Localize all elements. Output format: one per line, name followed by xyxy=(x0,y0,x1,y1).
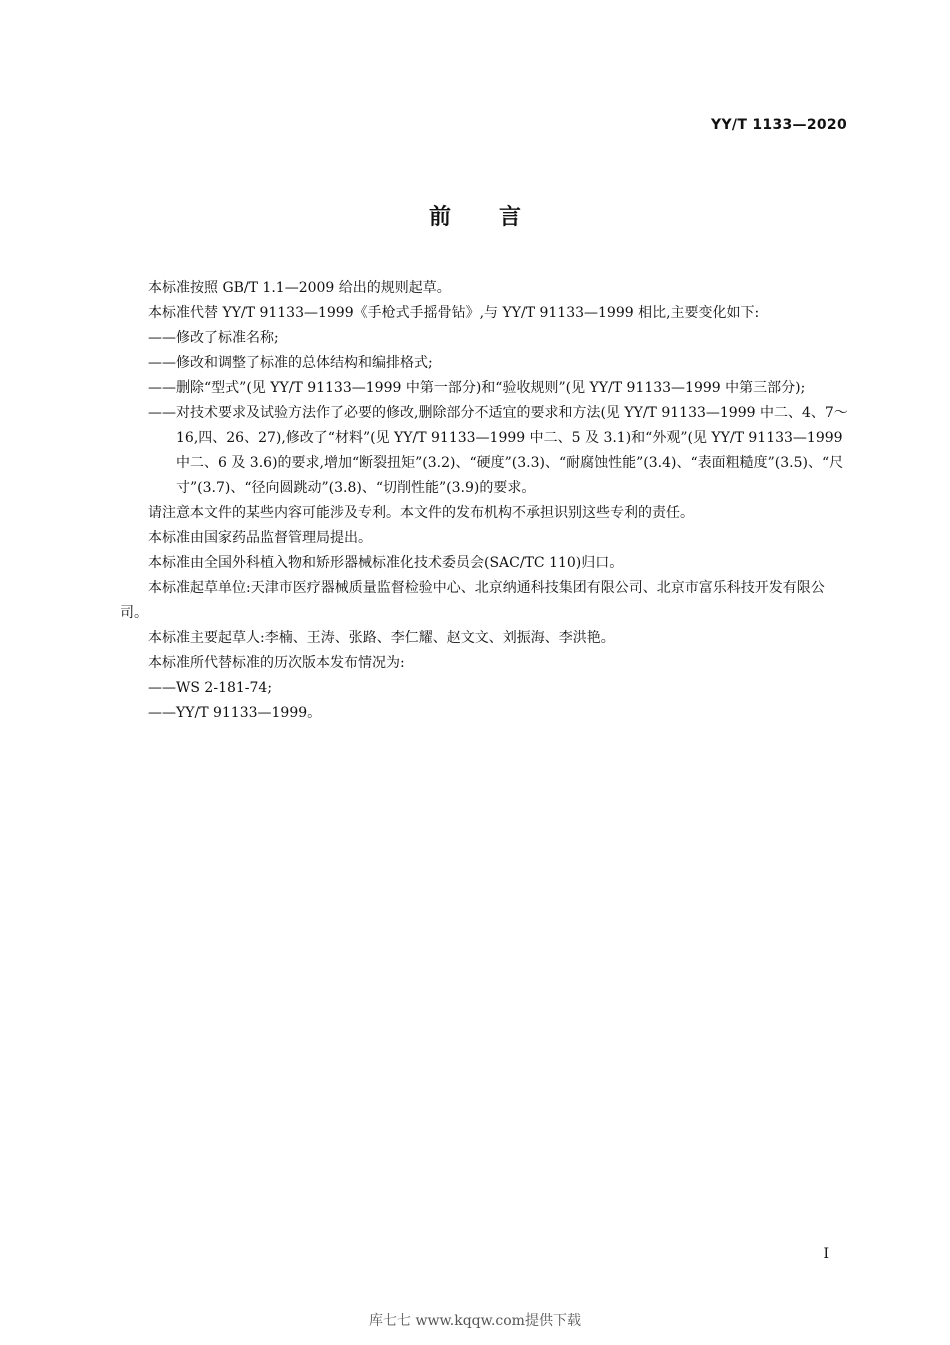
change-item: ——修改了标准名称; xyxy=(148,330,279,346)
paragraph-replacement: 本标准代替 YY/T 91133—1999《手枪式手摇骨钻》,与 YY/T 91133—1999 相比,主要变化如下: xyxy=(148,305,760,321)
paragraph-proposed-by: 本标准由国家药品监督管理局提出。 xyxy=(148,530,372,546)
paragraph-patent-notice: 请注意本文件的某些内容可能涉及专利。本文件的发布机构不承担识别这些专利的责任。 xyxy=(148,505,694,521)
paragraph-version-history: 本标准所代替标准的历次版本发布情况为: xyxy=(148,655,405,671)
standard-code: YY/T 1133—2020 xyxy=(711,117,847,133)
change-item: ——对技术要求及试验方法作了必要的修改,删除部分不适宜的要求和方法(见 YY/T 91133—1999 中二、4、7～16,四、26、27),修改了“材料”(见 YY/T 91133—1999 中二、5 及 3.1)和“外观”(见 YY/T 91133—1999 中二、6 及 3.6)的要求,增加“断裂扭矩”(3.2)、“硬度”(3.3)、“耐腐蚀性能”(3.4)、“表面粗糙度”(3.5)、“尺寸”(3.7)、“径向圆跳动”(3.8)、“切削性能”(3.9)的要求。 xyxy=(148,405,848,496)
page-title: 前言 xyxy=(428,205,569,230)
history-item: ——YY/T 91133—1999。 xyxy=(148,705,322,721)
foreword-body xyxy=(120,276,850,726)
paragraph-drafting-units: 本标准起草单位:天津市医疗器械质量监督检验中心、北京纳通科技集团有限公司、北京市富乐科技开发有限公司。 xyxy=(120,580,825,621)
history-item: ——WS 2-181-74; xyxy=(148,680,273,696)
paragraph-technical-committee: 本标准由全国外科植入物和矫形器械标准化技术委员会(SAC/TC 110)归口。 xyxy=(148,555,624,571)
download-footer: 库七七 www.kqqw.com提供下载 xyxy=(369,1313,581,1329)
paragraph-drafters: 本标准主要起草人:李楠、王涛、张路、李仁耀、赵文文、刘振海、李洪艳。 xyxy=(148,630,615,646)
change-item: ——删除“型式”(见 YY/T 91133—1999 中第一部分)和“验收规则”(见 YY/T 91133—1999 中第三部分); xyxy=(148,380,806,396)
page-number: I xyxy=(823,1246,829,1262)
paragraph-drafting-rules: 本标准按照 GB/T 1.1—2009 给出的规则起草。 xyxy=(148,280,451,296)
change-item: ——修改和调整了标准的总体结构和编排格式; xyxy=(148,355,433,371)
